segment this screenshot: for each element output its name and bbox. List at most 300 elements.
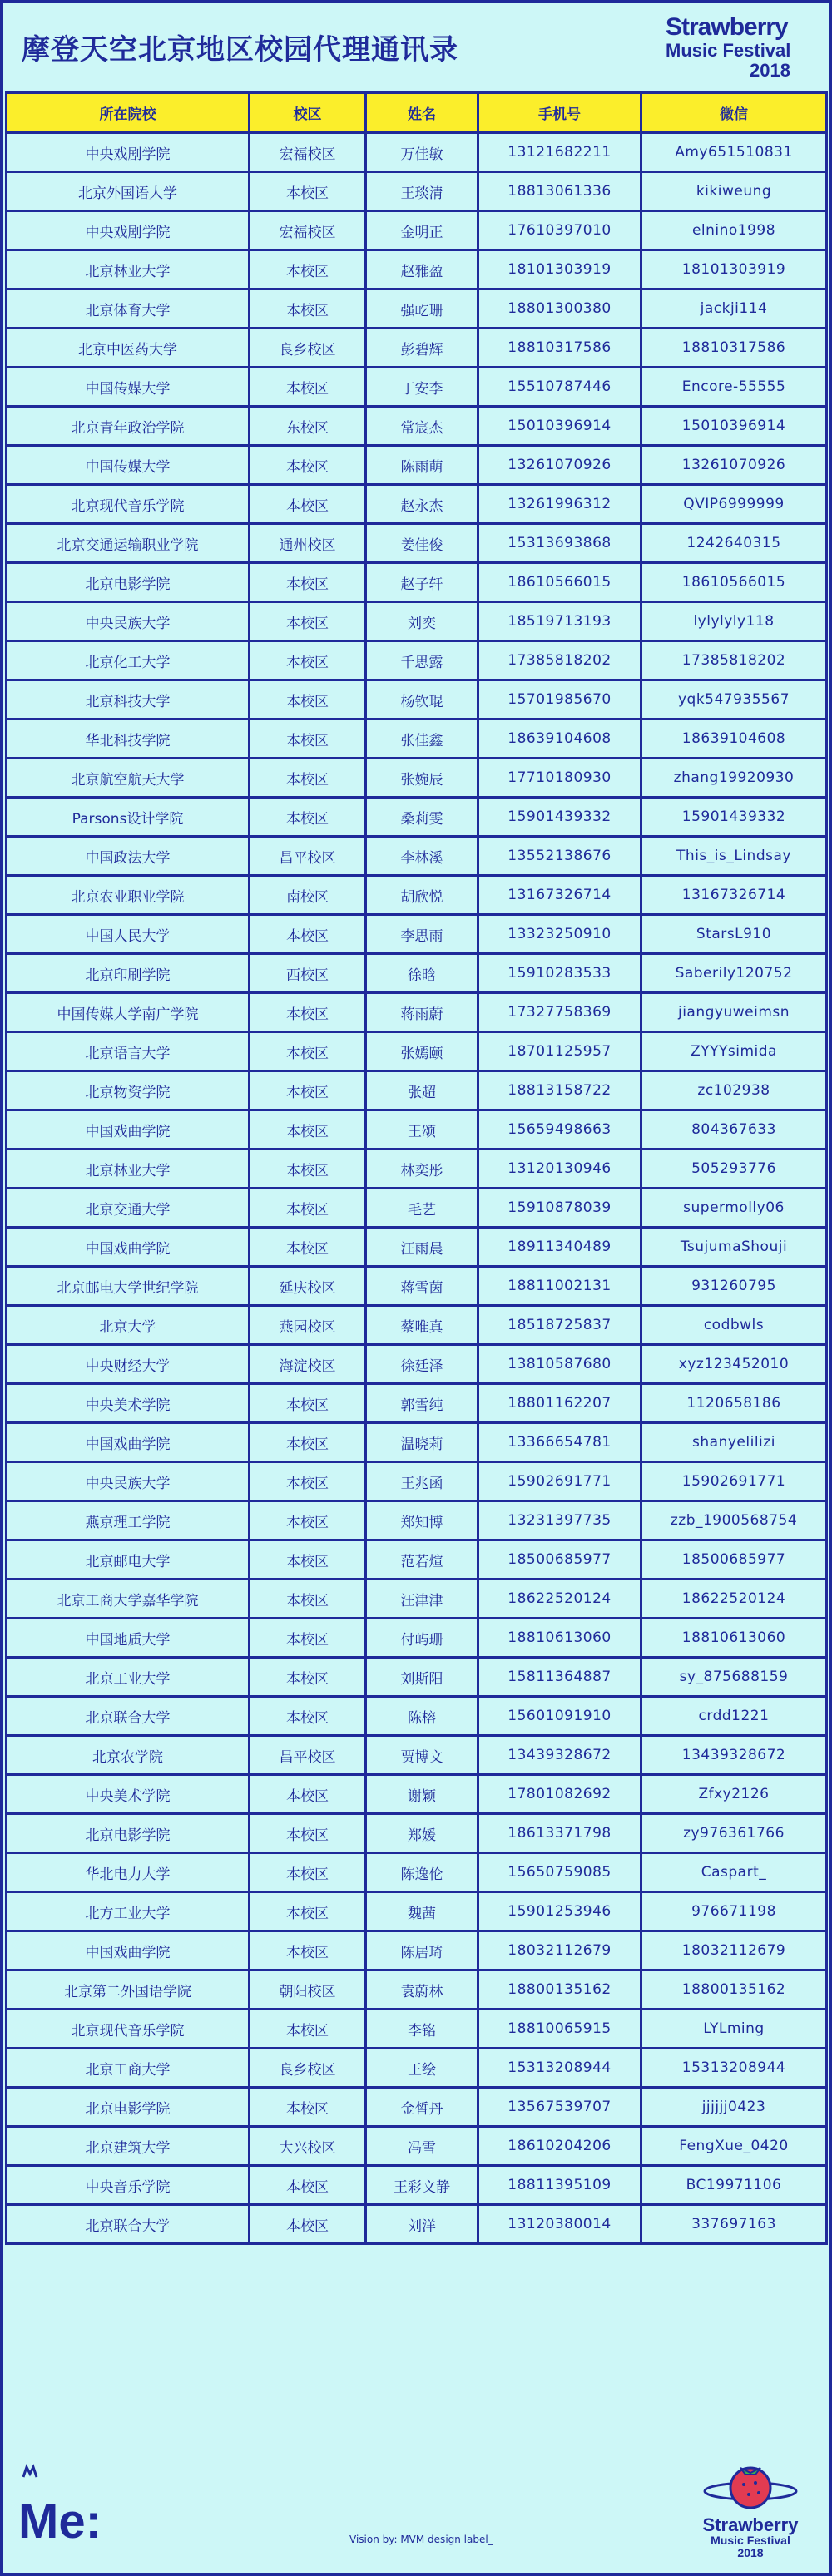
cell-campus: 南校区: [250, 876, 366, 915]
cell-name: 张嫣颐: [366, 1032, 478, 1071]
cell-school: 北京现代音乐学院: [7, 485, 250, 524]
cell-school: 中央音乐学院: [7, 2166, 250, 2205]
table-row: [7, 2088, 827, 2127]
cell-campus: 本校区: [250, 563, 366, 602]
cell-campus: 本校区: [250, 1071, 366, 1110]
cell-phone: 18032112679: [478, 1931, 641, 1970]
cell-campus: 海淀校区: [250, 1345, 366, 1384]
table-row: [7, 641, 827, 680]
cell-phone: 15510787446: [478, 368, 641, 407]
cell-wechat: crdd1221: [641, 1697, 827, 1736]
cell-campus: 本校区: [250, 172, 366, 211]
cell-wechat: 15902691771: [641, 1462, 827, 1501]
table-row: [7, 407, 827, 446]
cell-wechat: 15313208944: [641, 2049, 827, 2088]
cell-school: 中央民族大学: [7, 1462, 250, 1501]
cell-phone: 15811364887: [478, 1658, 641, 1697]
cell-name: 彭碧辉: [366, 329, 478, 368]
table-row: [7, 1306, 827, 1345]
column-header-campus: 校区: [250, 93, 366, 133]
cell-wechat: 15010396914: [641, 407, 827, 446]
cell-phone: 15650759085: [478, 1853, 641, 1892]
cell-campus: 本校区: [250, 1150, 366, 1189]
cell-name: 常宸杰: [366, 407, 478, 446]
cell-school: Parsons设计学院: [7, 798, 250, 837]
cell-wechat: zc102938: [641, 1071, 827, 1110]
table-row: [7, 798, 827, 837]
table-row: [7, 133, 827, 172]
cell-campus: 良乡校区: [250, 329, 366, 368]
cell-name: 刘奕: [366, 602, 478, 641]
cell-wechat: kikiweung: [641, 172, 827, 211]
cell-phone: 13120380014: [478, 2205, 641, 2244]
table-row: [7, 1189, 827, 1228]
cell-wechat: 804367633: [641, 1110, 827, 1150]
cell-phone: 18800135162: [478, 1970, 641, 2010]
table-row: [7, 2166, 827, 2205]
cell-phone: 18810065915: [478, 2010, 641, 2049]
cell-school: 中国传媒大学南广学院: [7, 993, 250, 1032]
cell-school: 北京现代音乐学院: [7, 2010, 250, 2049]
cell-wechat: xyz123452010: [641, 1345, 827, 1384]
cell-wechat: 337697163: [641, 2205, 827, 2244]
cell-wechat: FengXue_0420: [641, 2127, 827, 2166]
cell-phone: 13323250910: [478, 915, 641, 954]
cell-school: 北京联合大学: [7, 1697, 250, 1736]
cell-campus: 东校区: [250, 407, 366, 446]
cell-campus: 本校区: [250, 1892, 366, 1931]
cell-phone: 15910878039: [478, 1189, 641, 1228]
cell-campus: 本校区: [250, 485, 366, 524]
cell-wechat: ZYYYsimida: [641, 1032, 827, 1071]
cell-phone: 18810317586: [478, 329, 641, 368]
cell-phone: 18610566015: [478, 563, 641, 602]
cell-school: 北京体育大学: [7, 289, 250, 329]
cell-school: 华北电力大学: [7, 1853, 250, 1892]
cell-campus: 延庆校区: [250, 1267, 366, 1306]
cell-school: 北京航空航天大学: [7, 759, 250, 798]
cell-wechat: 18032112679: [641, 1931, 827, 1970]
cell-name: 刘洋: [366, 2205, 478, 2244]
cell-school: 北京电影学院: [7, 563, 250, 602]
cell-campus: 宏福校区: [250, 133, 366, 172]
cell-name: 陈居琦: [366, 1931, 478, 1970]
cell-phone: 18701125957: [478, 1032, 641, 1071]
table-row: [7, 1032, 827, 1071]
cell-name: 王颂: [366, 1110, 478, 1150]
table-row: [7, 1736, 827, 1775]
cell-school: 北京农业职业学院: [7, 876, 250, 915]
cell-campus: 本校区: [250, 1814, 366, 1853]
cell-phone: 13810587680: [478, 1345, 641, 1384]
cell-name: 胡欣悦: [366, 876, 478, 915]
cell-wechat: 976671198: [641, 1892, 827, 1931]
me-brand: Me:: [18, 2494, 102, 2549]
table-row: [7, 1345, 827, 1384]
cell-phone: 13366654781: [478, 1423, 641, 1462]
cell-phone: 18813158722: [478, 1071, 641, 1110]
cell-school: 中国戏曲学院: [7, 1423, 250, 1462]
cell-name: 魏茜: [366, 1892, 478, 1931]
cell-phone: 13231397735: [478, 1501, 641, 1540]
table-row: [7, 1658, 827, 1697]
cell-name: 谢颖: [366, 1775, 478, 1814]
cell-wechat: shanyelilizi: [641, 1423, 827, 1462]
table-row: [7, 1697, 827, 1736]
cell-school: 中国戏曲学院: [7, 1110, 250, 1150]
logo-bottom-line-1: Strawberry: [702, 2514, 799, 2535]
cell-school: 北京科技大学: [7, 680, 250, 719]
cell-wechat: 15901439332: [641, 798, 827, 837]
cell-name: 金皙丹: [366, 2088, 478, 2127]
cell-name: 汪津津: [366, 1580, 478, 1619]
cell-phone: 18639104608: [478, 719, 641, 759]
cell-campus: 本校区: [250, 1189, 366, 1228]
cell-school: 燕京理工学院: [7, 1501, 250, 1540]
cell-phone: 18801300380: [478, 289, 641, 329]
cell-wechat: 17385818202: [641, 641, 827, 680]
table-row: [7, 1462, 827, 1501]
cell-wechat: TsujumaShouji: [641, 1228, 827, 1267]
cell-school: 北京邮电大学世纪学院: [7, 1267, 250, 1306]
cell-phone: 13552138676: [478, 837, 641, 876]
cell-campus: 本校区: [250, 1775, 366, 1814]
cell-name: 冯雪: [366, 2127, 478, 2166]
cell-wechat: Zfxy2126: [641, 1775, 827, 1814]
table-row: [7, 1892, 827, 1931]
table-row: [7, 1110, 827, 1150]
cell-campus: 本校区: [250, 798, 366, 837]
cell-phone: 15659498663: [478, 1110, 641, 1150]
cell-school: 中国人民大学: [7, 915, 250, 954]
cell-phone: 18813061336: [478, 172, 641, 211]
cell-campus: 本校区: [250, 1032, 366, 1071]
cell-campus: 本校区: [250, 1501, 366, 1540]
cell-wechat: supermolly06: [641, 1189, 827, 1228]
table-row: [7, 993, 827, 1032]
cell-school: 北京工商大学: [7, 2049, 250, 2088]
cell-campus: 本校区: [250, 1697, 366, 1736]
cell-phone: 18101303919: [478, 250, 641, 289]
cell-school: 中央美术学院: [7, 1384, 250, 1423]
cell-school: 北京电影学院: [7, 1814, 250, 1853]
cell-campus: 本校区: [250, 250, 366, 289]
table-row: [7, 759, 827, 798]
cell-wechat: Caspart_: [641, 1853, 827, 1892]
cell-school: 北京中医药大学: [7, 329, 250, 368]
cell-name: 蒋雨蔚: [366, 993, 478, 1032]
cell-school: 中国传媒大学: [7, 368, 250, 407]
cell-campus: 宏福校区: [250, 211, 366, 250]
cell-phone: 18610204206: [478, 2127, 641, 2166]
cell-phone: 18811395109: [478, 2166, 641, 2205]
cell-school: 中央财经大学: [7, 1345, 250, 1384]
cell-name: 赵雅盈: [366, 250, 478, 289]
cell-phone: 18911340489: [478, 1228, 641, 1267]
cell-wechat: codbwls: [641, 1306, 827, 1345]
festival-logo-bottom: [692, 2458, 809, 2560]
table-row: [7, 172, 827, 211]
cell-school: 北京大学: [7, 1306, 250, 1345]
cell-school: 北京外国语大学: [7, 172, 250, 211]
cell-name: 袁蔚林: [366, 1970, 478, 2010]
cell-campus: 本校区: [250, 1619, 366, 1658]
table-row: [7, 1580, 827, 1619]
logo-line-2: Music Festival: [666, 40, 791, 61]
cell-campus: 本校区: [250, 446, 366, 485]
column-header-wechat: 微信: [641, 93, 827, 133]
cell-wechat: 13167326714: [641, 876, 827, 915]
cell-campus: 本校区: [250, 2166, 366, 2205]
table-row: [7, 1619, 827, 1658]
strawberry-planet-icon: [701, 2458, 800, 2516]
cell-campus: 本校区: [250, 1853, 366, 1892]
cell-phone: 17385818202: [478, 641, 641, 680]
cell-wechat: zy976361766: [641, 1814, 827, 1853]
cell-phone: 13167326714: [478, 876, 641, 915]
table-row: [7, 1150, 827, 1189]
cell-name: 李铭: [366, 2010, 478, 2049]
page-title: 摩登天空北京地区校园代理通讯录: [22, 33, 458, 67]
cell-wechat: 18500685977: [641, 1540, 827, 1580]
table-row: [7, 250, 827, 289]
cell-phone: 18613371798: [478, 1814, 641, 1853]
cell-name: 姜佳俊: [366, 524, 478, 563]
cell-campus: 本校区: [250, 2088, 366, 2127]
cell-campus: 大兴校区: [250, 2127, 366, 2166]
cell-school: 北京建筑大学: [7, 2127, 250, 2166]
cell-name: 万佳敏: [366, 133, 478, 172]
cell-phone: 18500685977: [478, 1540, 641, 1580]
cell-school: 北京印刷学院: [7, 954, 250, 993]
cell-wechat: lylylyly118: [641, 602, 827, 641]
cell-phone: 15313693868: [478, 524, 641, 563]
cell-school: 北京工业大学: [7, 1658, 250, 1697]
table-row: [7, 1423, 827, 1462]
column-header-phone: 手机号: [478, 93, 641, 133]
table-row: [7, 1071, 827, 1110]
cell-wechat: zhang19920930: [641, 759, 827, 798]
cell-name: 毛艺: [366, 1189, 478, 1228]
cell-campus: 本校区: [250, 602, 366, 641]
cell-phone: 15601091910: [478, 1697, 641, 1736]
cell-school: 北京农学院: [7, 1736, 250, 1775]
cell-campus: 本校区: [250, 1658, 366, 1697]
cell-school: 北京交通大学: [7, 1189, 250, 1228]
table-row: [7, 329, 827, 368]
cell-school: 中国政法大学: [7, 837, 250, 876]
cell-name: 杨钦琨: [366, 680, 478, 719]
cell-campus: 本校区: [250, 915, 366, 954]
cell-wechat: jackji114: [641, 289, 827, 329]
cell-name: 强屹珊: [366, 289, 478, 329]
cell-phone: 17710180930: [478, 759, 641, 798]
header: [3, 3, 829, 90]
cell-school: 北京林业大学: [7, 1150, 250, 1189]
cell-name: 王兆函: [366, 1462, 478, 1501]
table-row: [7, 2049, 827, 2088]
cell-phone: 15910283533: [478, 954, 641, 993]
cell-phone: 15010396914: [478, 407, 641, 446]
cell-name: 刘斯阳: [366, 1658, 478, 1697]
cell-school: 北京工商大学嘉华学院: [7, 1580, 250, 1619]
table-header-row: [7, 93, 827, 133]
cell-campus: 本校区: [250, 368, 366, 407]
agent-table: [5, 91, 828, 2245]
cell-phone: 13120130946: [478, 1150, 641, 1189]
cell-school: 北京林业大学: [7, 250, 250, 289]
table-row: [7, 1228, 827, 1267]
cell-name: 付屿珊: [366, 1619, 478, 1658]
table-row: [7, 446, 827, 485]
logo-line-3: 2018: [750, 60, 790, 81]
cell-campus: 西校区: [250, 954, 366, 993]
cell-school: 北京邮电大学: [7, 1540, 250, 1580]
logo-bottom-line-2: Music Festival: [711, 2534, 790, 2547]
table-row: [7, 211, 827, 250]
cell-campus: 本校区: [250, 2010, 366, 2049]
cell-campus: 本校区: [250, 680, 366, 719]
cell-campus: 昌平校区: [250, 837, 366, 876]
cell-wechat: 18610566015: [641, 563, 827, 602]
cell-school: 中央民族大学: [7, 602, 250, 641]
table-row: [7, 1501, 827, 1540]
cell-name: 郑媛: [366, 1814, 478, 1853]
cell-name: 王琰清: [366, 172, 478, 211]
cell-phone: 13567539707: [478, 2088, 641, 2127]
table-row: [7, 1540, 827, 1580]
cell-wechat: StarsL910: [641, 915, 827, 954]
table-row: [7, 2127, 827, 2166]
cell-name: 范若煊: [366, 1540, 478, 1580]
cell-phone: 13261070926: [478, 446, 641, 485]
cell-school: 中国戏曲学院: [7, 1228, 250, 1267]
cell-wechat: sy_875688159: [641, 1658, 827, 1697]
cell-campus: 通州校区: [250, 524, 366, 563]
cell-campus: 本校区: [250, 1462, 366, 1501]
logo-line-1: Strawberry: [666, 13, 788, 41]
table-row: [7, 1267, 827, 1306]
cell-wechat: 1242640315: [641, 524, 827, 563]
cell-name: 徐廷泽: [366, 1345, 478, 1384]
cell-phone: 18811002131: [478, 1267, 641, 1306]
me-mark-icon: [22, 2464, 38, 2480]
cell-wechat: Encore-55555: [641, 368, 827, 407]
cell-name: 林奕彤: [366, 1150, 478, 1189]
cell-wechat: 1120658186: [641, 1384, 827, 1423]
column-header-school: 所在院校: [7, 93, 250, 133]
cell-campus: 本校区: [250, 1228, 366, 1267]
cell-name: 赵永杰: [366, 485, 478, 524]
cell-wechat: LYLming: [641, 2010, 827, 2049]
cell-campus: 本校区: [250, 1110, 366, 1150]
table-row: [7, 1970, 827, 2010]
cell-wechat: 13439328672: [641, 1736, 827, 1775]
cell-wechat: Saberily120752: [641, 954, 827, 993]
table-row: [7, 837, 827, 876]
cell-name: 赵子轩: [366, 563, 478, 602]
cell-name: 陈逸伦: [366, 1853, 478, 1892]
cell-wechat: 18639104608: [641, 719, 827, 759]
cell-name: 温晓莉: [366, 1423, 478, 1462]
cell-campus: 本校区: [250, 1580, 366, 1619]
cell-phone: 15901439332: [478, 798, 641, 837]
cell-phone: 18518725837: [478, 1306, 641, 1345]
cell-phone: 18801162207: [478, 1384, 641, 1423]
cell-name: 蒋雪茵: [366, 1267, 478, 1306]
cell-wechat: 18622520124: [641, 1580, 827, 1619]
cell-campus: 本校区: [250, 289, 366, 329]
column-header-name: 姓名: [366, 93, 478, 133]
cell-school: 中央美术学院: [7, 1775, 250, 1814]
festival-logo: [666, 15, 807, 80]
cell-school: 北京电影学院: [7, 2088, 250, 2127]
cell-name: 李思雨: [366, 915, 478, 954]
cell-name: 张超: [366, 1071, 478, 1110]
table-row: [7, 368, 827, 407]
cell-wechat: This_is_Lindsay: [641, 837, 827, 876]
cell-name: 陈榕: [366, 1697, 478, 1736]
vision-credit: Vision by: MVM design label_: [349, 2534, 493, 2545]
cell-wechat: 13261070926: [641, 446, 827, 485]
cell-name: 金明正: [366, 211, 478, 250]
cell-name: 丁安李: [366, 368, 478, 407]
cell-wechat: 18810317586: [641, 329, 827, 368]
cell-campus: 良乡校区: [250, 2049, 366, 2088]
cell-phone: 17610397010: [478, 211, 641, 250]
cell-wechat: zzb_1900568754: [641, 1501, 827, 1540]
cell-school: 北京化工大学: [7, 641, 250, 680]
table-row: [7, 954, 827, 993]
cell-school: 北京联合大学: [7, 2205, 250, 2244]
cell-school: 北京青年政治学院: [7, 407, 250, 446]
table-row: [7, 2205, 827, 2244]
table-row: [7, 2010, 827, 2049]
cell-school: 北京交通运输职业学院: [7, 524, 250, 563]
cell-name: 王彩文静: [366, 2166, 478, 2205]
cell-name: 贾博文: [366, 1736, 478, 1775]
cell-campus: 本校区: [250, 759, 366, 798]
cell-wechat: 18810613060: [641, 1619, 827, 1658]
cell-name: 桑莉雯: [366, 798, 478, 837]
cell-name: 王绘: [366, 2049, 478, 2088]
cell-phone: 13261996312: [478, 485, 641, 524]
cell-name: 千思露: [366, 641, 478, 680]
cell-campus: 燕园校区: [250, 1306, 366, 1345]
cell-name: 郭雪纯: [366, 1384, 478, 1423]
cell-wechat: 18101303919: [641, 250, 827, 289]
table-row: [7, 876, 827, 915]
cell-wechat: 931260795: [641, 1267, 827, 1306]
cell-name: 徐晗: [366, 954, 478, 993]
cell-campus: 昌平校区: [250, 1736, 366, 1775]
cell-wechat: yqk547935567: [641, 680, 827, 719]
cell-campus: 本校区: [250, 993, 366, 1032]
cell-wechat: 505293776: [641, 1150, 827, 1189]
cell-name: 蔡唯真: [366, 1306, 478, 1345]
cell-phone: 15902691771: [478, 1462, 641, 1501]
cell-school: 北京语言大学: [7, 1032, 250, 1071]
cell-wechat: QVIP6999999: [641, 485, 827, 524]
cell-name: 张婉辰: [366, 759, 478, 798]
cell-school: 华北科技学院: [7, 719, 250, 759]
table-row: [7, 1853, 827, 1892]
table-row: [7, 524, 827, 563]
cell-phone: 15701985670: [478, 680, 641, 719]
table-row: [7, 1775, 827, 1814]
cell-campus: 本校区: [250, 2205, 366, 2244]
table-row: [7, 1384, 827, 1423]
